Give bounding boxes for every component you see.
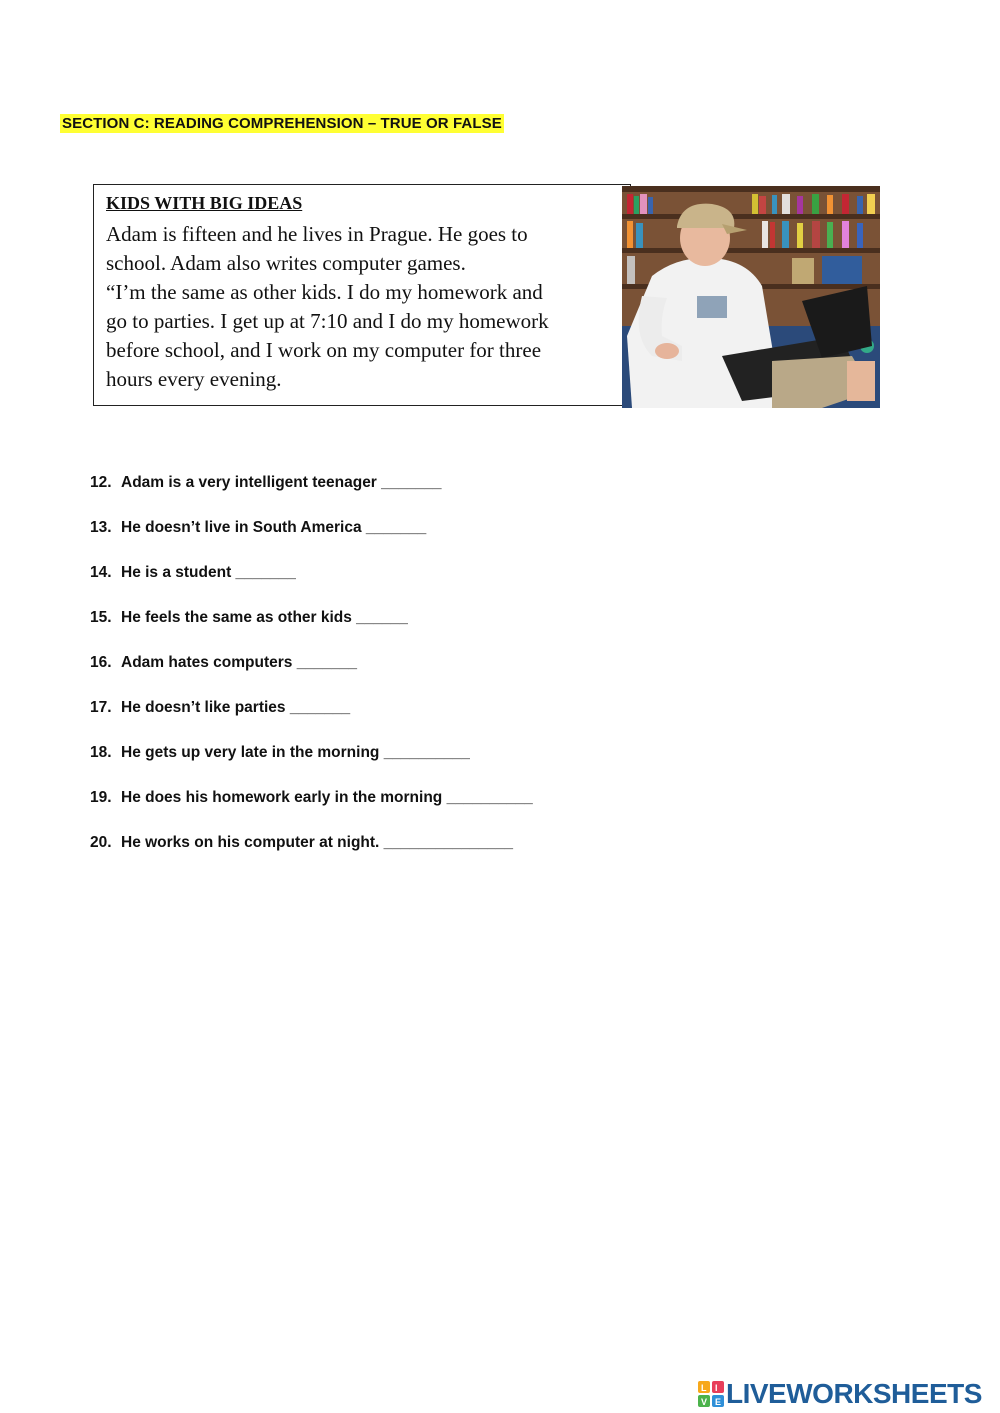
svg-text:V: V xyxy=(701,1397,708,1407)
passage-line: school. Adam also writes computer games. xyxy=(106,251,466,275)
liveworksheets-logo xyxy=(698,1377,982,1411)
question-number: 17. xyxy=(90,699,112,716)
passage-line: go to parties. I get up at 7:10 and I do my homework xyxy=(106,309,549,333)
question-item xyxy=(90,789,533,834)
question-number: 16. xyxy=(90,654,112,671)
question-text: He works on his computer at night. _______________ xyxy=(121,834,513,851)
question-number: 19. xyxy=(90,789,112,806)
boy-with-laptop-photo xyxy=(622,186,880,408)
question-number: 20. xyxy=(90,834,112,851)
section-title: SECTION C: READING COMPREHENSION – TRUE OR FALSE xyxy=(62,115,502,132)
question-text: He gets up very late in the morning __________ xyxy=(121,744,470,761)
passage-title: KIDS WITH BIG IDEAS xyxy=(106,193,303,213)
logo-text: LIVEWORKSHEETS xyxy=(726,1378,982,1409)
svg-text:I: I xyxy=(715,1383,718,1393)
question-text: He is a student _______ xyxy=(121,564,296,581)
question-text: He does his homework early in the morning __________ xyxy=(121,789,533,806)
question-number: 12. xyxy=(90,474,112,491)
liveworksheets-logo-icon xyxy=(698,1381,724,1407)
passage-line: “I’m the same as other kids. I do my homework and xyxy=(106,280,543,304)
question-item xyxy=(90,474,533,519)
question-text: Adam is a very intelligent teenager _______ xyxy=(121,474,442,491)
photo-illustration xyxy=(622,186,880,408)
question-number: 18. xyxy=(90,744,112,761)
question-text: He doesn’t live in South America _______ xyxy=(121,519,427,536)
passage-line: Adam is fifteen and he lives in Prague. He goes to xyxy=(106,222,528,246)
question-text: He feels the same as other kids ______ xyxy=(121,609,408,626)
question-text: Adam hates computers _______ xyxy=(121,654,358,671)
question-number: 15. xyxy=(90,609,112,626)
passage-line: before school, and I work on my computer for three xyxy=(106,338,542,362)
svg-text:L: L xyxy=(701,1383,707,1393)
question-item xyxy=(90,519,533,564)
question-list xyxy=(90,474,533,879)
question-number: 14. xyxy=(90,564,112,581)
question-item xyxy=(90,744,533,789)
passage-body xyxy=(106,220,618,394)
question-text: He doesn’t like parties _______ xyxy=(121,699,351,716)
reading-passage xyxy=(93,184,631,406)
question-item xyxy=(90,699,533,744)
question-item xyxy=(90,564,533,609)
question-item xyxy=(90,654,533,699)
svg-text:E: E xyxy=(715,1397,722,1407)
passage-line: hours every evening. xyxy=(106,367,282,391)
question-item xyxy=(90,834,533,879)
question-number: 13. xyxy=(90,519,112,536)
question-item xyxy=(90,609,533,654)
